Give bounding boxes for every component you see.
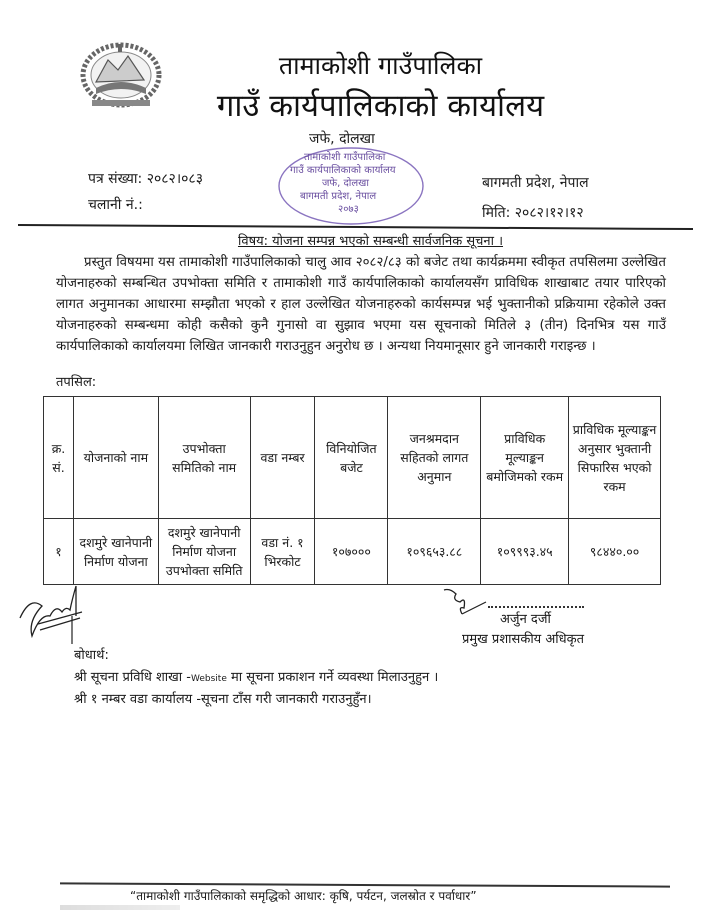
signature-line: [488, 604, 584, 608]
cc-line-ward-office: [74, 692, 372, 708]
province-address: बागमती प्रदेश, नेपाल: [482, 175, 589, 191]
cell-committee-name: दशमुरे खानेपानी निर्माण योजना उपभोक्ता समिति: [158, 519, 250, 585]
stamp-line2: गाउँ कार्यपालिकाको कार्यालय: [290, 165, 396, 176]
stamp-line3: जफे, दोलखा: [322, 178, 369, 189]
letter-number-value: २०८२।०८३: [146, 171, 203, 187]
office-address: जफे, दोलखा: [306, 130, 378, 148]
office-name: गाउँ कार्यपालिकाको कार्यालय: [216, 88, 545, 124]
cc-line-prefix: श्री सूचना प्रविधि शाखा -: [74, 670, 191, 685]
notice-body-text: प्रस्तुत विषयमा यस तामाकोशी गाउँपालिकाको चालु आव २०८२/८३ को बजेट तथा कार्यक्रममा स्वीकृत तपसिलमा उल्लेखित योजनाहरुको सम्बन्धित उपभोक्ता समिति र तामाकोशी गाउँ कार्यपालिकाको कार्यालयसँग प्राविधिक शाखाबाट तयार पारिएको लागत अनुमानका आधारमा सम्झौता भएको र हाल उल्लेखित योजनाहरुको कार्यसम्पन्न भई भुक्तानीको प्रक्रियामा रहेकोले उक्त योजनाहरुको सम्बन्धमा कोही कसैको कुनै गुनासो वा सुझाव भएमा यस सूचनाको मितिले ३ (तीन) दिनभित्र यस गाउँ कार्यपालिकाको कार्यालयमा लिखित जानकारी गराउनुहुन अनुरोध छ । अन्यथा नियमानूसार हुने जानकारी गराइन्छ ।: [56, 255, 666, 354]
signatory-title: प्रमुख प्रशासकीय अधिकृत: [462, 632, 585, 647]
header-committee-name: उपभोक्ता समितिको नाम: [158, 397, 250, 519]
header-payment-recommended: प्राविधिक मूल्याङ्कन अनुसार भुक्तानी सिफारिस भएको रकम: [569, 397, 661, 519]
date-value: २०८२।१२।१२: [514, 205, 584, 221]
cell-estimate: १०९६५३.८८: [388, 519, 481, 585]
cell-evaluation: १०९९९३.४५: [481, 519, 569, 585]
header-ward-number: वडा नम्बर: [250, 397, 315, 519]
letter-date: [482, 204, 584, 222]
left-signature: [10, 584, 100, 644]
letter-number: [88, 170, 203, 188]
stamp-line1: तामाकोशी गाउँपालिका: [304, 152, 386, 163]
right-signature: [440, 588, 500, 618]
letter-number-label: पत्र संख्या:: [88, 171, 143, 187]
cc-label: बोधार्थ:: [74, 648, 109, 663]
footer-slogan: “तामाकोशी गाउँपालिकाको समृद्धिको आधार: कृषि, पर्यटन, जलस्रोत र पर्वाधार”: [130, 889, 477, 903]
table-header-row: [44, 397, 661, 519]
cc-line-website: Website: [190, 674, 227, 684]
dispatch-number-label: चलानी नं.:: [88, 197, 143, 213]
notice-body: [56, 252, 666, 357]
subject-text: विषय: योजना सम्पन्न भएको सम्बन्धी सार्वजनिक सूचना ।: [237, 234, 504, 249]
office-stamp: [276, 146, 426, 226]
municipality-name: तामाकोशी गाउँपालिका: [278, 51, 483, 80]
date-label: मिति:: [482, 205, 511, 221]
table-row: [44, 519, 661, 585]
details-label: तपसिल:: [56, 375, 97, 390]
project-details-table: [43, 396, 661, 585]
cell-serial: १: [44, 519, 74, 585]
stamp-line4: बागमती प्रदेश, नेपाल: [300, 191, 377, 202]
footer-cutoff-text: [60, 905, 180, 910]
cc-line-rest: मा सूचना प्रकाशन गर्ने व्यवस्था मिलाउनुहुन ।: [226, 670, 439, 685]
cell-project-name: दशमुरे खानेपानी निर्माण योजना: [73, 519, 158, 585]
stamp-line5: २०७३: [338, 204, 359, 215]
header-technical-evaluation: प्राविधिक मूल्याङ्कन बमोजिमको रकम: [481, 397, 569, 519]
cell-payment: ९८४४०.००: [569, 519, 661, 585]
header-cost-estimate: जनश्रमदान सहितको लागत अनुमान: [388, 397, 481, 519]
signatory-name: अर्जुन दर्जी: [500, 612, 551, 627]
footer-divider: [60, 882, 670, 887]
header-allocated-budget: विनियोजित बजेट: [315, 397, 388, 519]
cell-ward: वडा नं. १ भिरकोट: [250, 519, 315, 585]
cc-line-prefix: श्री १ नम्बर वडा कार्यालय -सूचना टाँस गरी जानकारी गराउनुहुँन।: [74, 692, 372, 707]
subject-line: [0, 234, 701, 250]
cc-line-it-section: [74, 670, 438, 687]
cell-budget: १०७०००: [315, 519, 388, 585]
header-project-name: योजनाको नाम: [73, 397, 158, 519]
header-serial: क्र.सं.: [44, 397, 74, 519]
